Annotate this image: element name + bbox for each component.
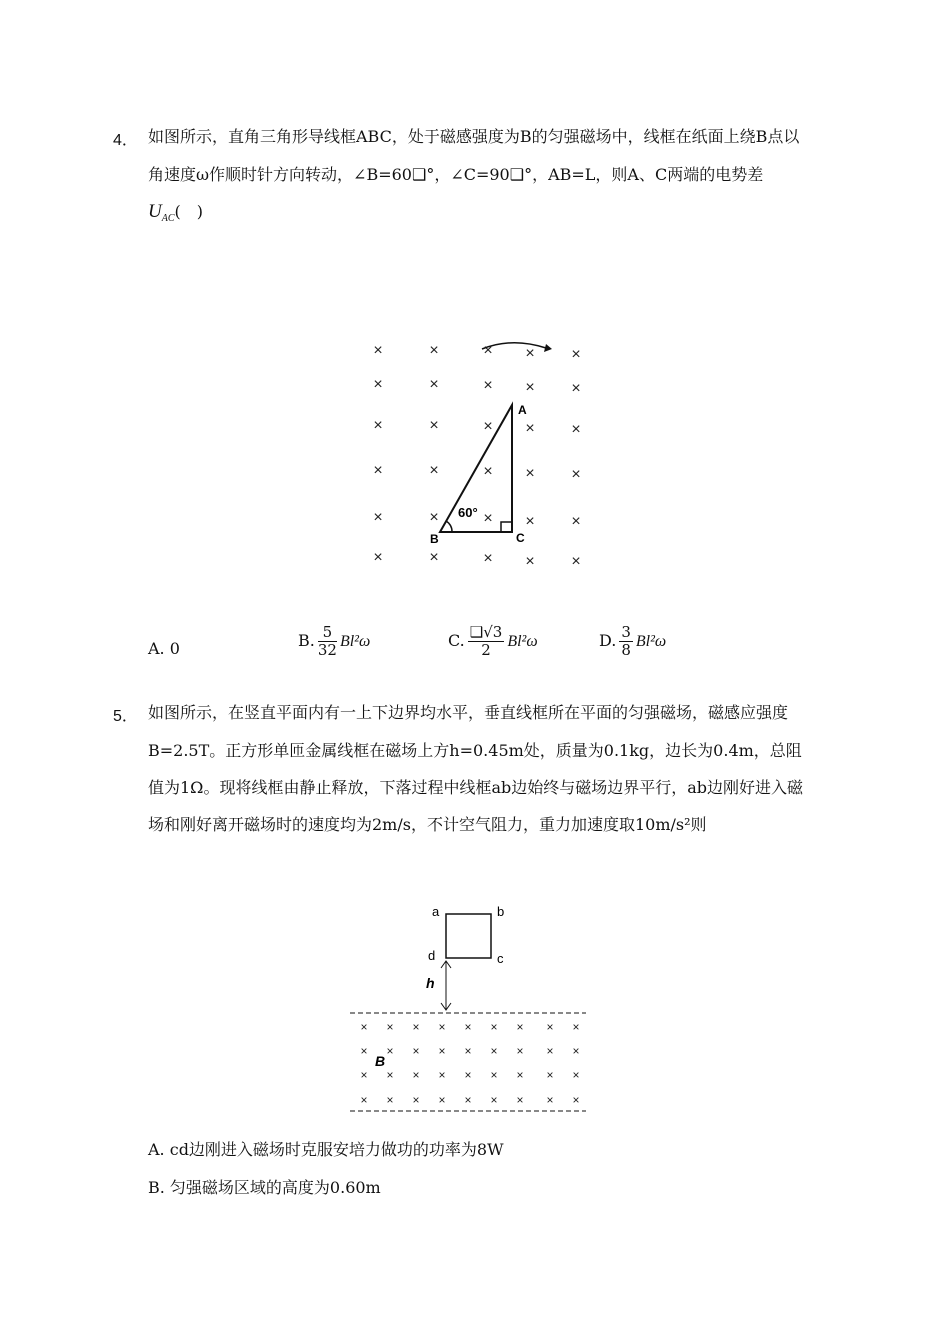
- q4-option-d-numerator: 3: [621, 623, 631, 641]
- svg-text:×: ×: [516, 1044, 524, 1058]
- svg-text:×: ×: [464, 1020, 472, 1034]
- q4-option-c-label: C.: [448, 631, 465, 650]
- q4-label-b: B: [430, 532, 439, 546]
- q5-label-h: h: [426, 975, 435, 991]
- q4-field-crosses: [373, 342, 580, 570]
- svg-text:×: ×: [516, 1068, 524, 1082]
- svg-text:×: ×: [483, 463, 493, 480]
- q4-answer-blank: ( ): [174, 202, 204, 221]
- svg-text:×: ×: [464, 1044, 472, 1058]
- svg-text:×: ×: [546, 1068, 554, 1082]
- svg-text:×: ×: [571, 346, 581, 363]
- q4-option-d-denominator: 8: [621, 641, 631, 659]
- svg-text:×: ×: [386, 1020, 394, 1034]
- q4-line-1: 如图所示，直角三角形导线框ABC，处于磁感强度为B的匀强磁场中，线框在纸面上绕B点以: [148, 127, 800, 146]
- svg-text:×: ×: [429, 417, 439, 434]
- svg-text:×: ×: [516, 1093, 524, 1107]
- svg-text:×: ×: [464, 1068, 472, 1082]
- q4-option-b: [298, 624, 370, 659]
- svg-text:×: ×: [571, 380, 581, 397]
- svg-text:×: ×: [373, 509, 383, 526]
- svg-text:×: ×: [483, 377, 493, 394]
- q4-option-d: [599, 624, 666, 659]
- svg-text:×: ×: [525, 379, 535, 396]
- svg-text:×: ×: [572, 1093, 580, 1107]
- svg-text:×: ×: [464, 1093, 472, 1107]
- svg-text:×: ×: [525, 420, 535, 437]
- q4-option-c-expression: Bl²ω: [507, 633, 538, 650]
- svg-text:×: ×: [490, 1020, 498, 1034]
- q5-number: 5．: [113, 708, 138, 725]
- q5-label-c: c: [497, 951, 504, 966]
- svg-text:×: ×: [546, 1044, 554, 1058]
- q4-rotating-triangle-diagram: [360, 335, 600, 575]
- svg-text:×: ×: [572, 1068, 580, 1082]
- svg-text:×: ×: [490, 1044, 498, 1058]
- svg-text:×: ×: [483, 510, 493, 527]
- q5-falling-frame-diagram: [340, 900, 595, 1120]
- svg-text:×: ×: [360, 1093, 368, 1107]
- svg-text:×: ×: [438, 1068, 446, 1082]
- svg-text:×: ×: [571, 513, 581, 530]
- svg-text:×: ×: [412, 1068, 420, 1082]
- svg-text:×: ×: [525, 345, 535, 362]
- q4-right-angle-mark: [501, 522, 512, 532]
- q4-potential-subscript: AC: [161, 213, 175, 224]
- q4-option-a: [148, 639, 180, 658]
- q4-option-b-fraction: [318, 624, 337, 659]
- svg-text:×: ×: [525, 513, 535, 530]
- q5-option-b: B. 匀强磁场区域的高度为0.60m: [148, 1178, 381, 1197]
- svg-text:×: ×: [429, 462, 439, 479]
- svg-text:×: ×: [571, 421, 581, 438]
- q5-label-d: d: [428, 948, 436, 963]
- q5-square-frame: [446, 914, 491, 958]
- svg-text:×: ×: [360, 1068, 368, 1082]
- q4-option-d-expression: Bl²ω: [635, 633, 667, 650]
- q4-label-a: A: [518, 403, 527, 417]
- q4-option-c-fraction: [468, 624, 505, 659]
- q5-line-1: 如图所示，在竖直平面内有一上下边界均水平，垂直线框所在平面的匀强磁场，磁感应强度: [148, 703, 789, 722]
- svg-text:×: ×: [490, 1093, 498, 1107]
- svg-text:×: ×: [429, 342, 439, 359]
- svg-text:×: ×: [386, 1044, 394, 1058]
- q4-option-b-denominator: 32: [317, 641, 337, 659]
- svg-text:×: ×: [373, 342, 383, 359]
- q4-line-2: 角速度ω作顺时针方向转动，∠B=60❑°，∠C=90❑°，AB=L，则A、C两端的电势差: [148, 165, 764, 184]
- q5-line-3: 值为1Ω。现将线框由静止释放，下落过程中线框ab边始终与磁场边界平行，ab边刚好进入磁: [148, 778, 804, 797]
- q4-option-b-numerator: 5: [318, 624, 337, 642]
- svg-text:×: ×: [386, 1068, 394, 1082]
- svg-text:×: ×: [373, 462, 383, 479]
- q4-angle-label: 60°: [458, 505, 478, 520]
- svg-text:×: ×: [525, 465, 535, 482]
- svg-text:×: ×: [429, 549, 439, 566]
- svg-text:×: ×: [571, 466, 581, 483]
- svg-text:×: ×: [516, 1020, 524, 1034]
- q5-option-a: A. cd边刚进入磁场时克服安培力做功的功率为8W: [148, 1140, 504, 1159]
- q4-option-d-fraction: [619, 624, 633, 659]
- q4-number: 4．: [113, 132, 138, 149]
- q4-option-a-label: A.: [148, 639, 165, 658]
- q4-rotation-arrowhead: [544, 344, 552, 352]
- q4-option-b-expression: Bl²ω: [339, 633, 371, 650]
- svg-text:×: ×: [412, 1093, 420, 1107]
- svg-text:×: ×: [438, 1093, 446, 1107]
- svg-text:×: ×: [571, 553, 581, 570]
- svg-text:×: ×: [572, 1044, 580, 1058]
- q5-label-b: b: [497, 904, 505, 919]
- svg-text:×: ×: [525, 553, 535, 570]
- svg-text:×: ×: [546, 1093, 554, 1107]
- svg-text:×: ×: [412, 1044, 420, 1058]
- svg-text:×: ×: [386, 1093, 394, 1107]
- q4-angle-arc: [446, 521, 452, 532]
- q4-option-d-label: D.: [599, 631, 617, 650]
- q4-label-c: C: [516, 531, 525, 545]
- svg-text:×: ×: [360, 1020, 368, 1034]
- q4-option-a-value: 0: [169, 639, 180, 658]
- svg-text:×: ×: [373, 376, 383, 393]
- svg-text:×: ×: [438, 1044, 446, 1058]
- q5-label-a: a: [432, 904, 440, 919]
- q4-option-c: [448, 624, 538, 659]
- svg-text:×: ×: [572, 1020, 580, 1034]
- q4-option-c-denominator: 2: [481, 641, 491, 659]
- svg-text:×: ×: [483, 550, 493, 567]
- svg-text:×: ×: [412, 1020, 420, 1034]
- q5-field-crosses: [360, 1020, 579, 1107]
- q4-line-3: [148, 202, 203, 229]
- svg-text:×: ×: [373, 549, 383, 566]
- svg-text:×: ×: [373, 417, 383, 434]
- q4-potential-symbol: U: [148, 201, 162, 222]
- svg-text:×: ×: [490, 1068, 498, 1082]
- q5-line-4: 场和刚好离开磁场时的速度均为2m/s，不计空气阻力，重力加速度取10m/s²则: [148, 815, 707, 834]
- q5-field-label: B: [375, 1053, 386, 1069]
- svg-text:×: ×: [546, 1020, 554, 1034]
- svg-text:×: ×: [429, 376, 439, 393]
- q4-option-c-numerator: ❑√3: [469, 623, 503, 641]
- svg-text:×: ×: [483, 342, 493, 359]
- svg-text:×: ×: [483, 418, 493, 435]
- q4-option-b-label: B.: [298, 631, 315, 650]
- svg-text:×: ×: [429, 509, 439, 526]
- svg-text:×: ×: [438, 1020, 446, 1034]
- q5-line-2: B=2.5T。正方形单匝金属线框在磁场上方h=0.45m处，质量为0.1kg，边长为0.4m，总阻: [148, 741, 802, 760]
- svg-text:×: ×: [360, 1044, 368, 1058]
